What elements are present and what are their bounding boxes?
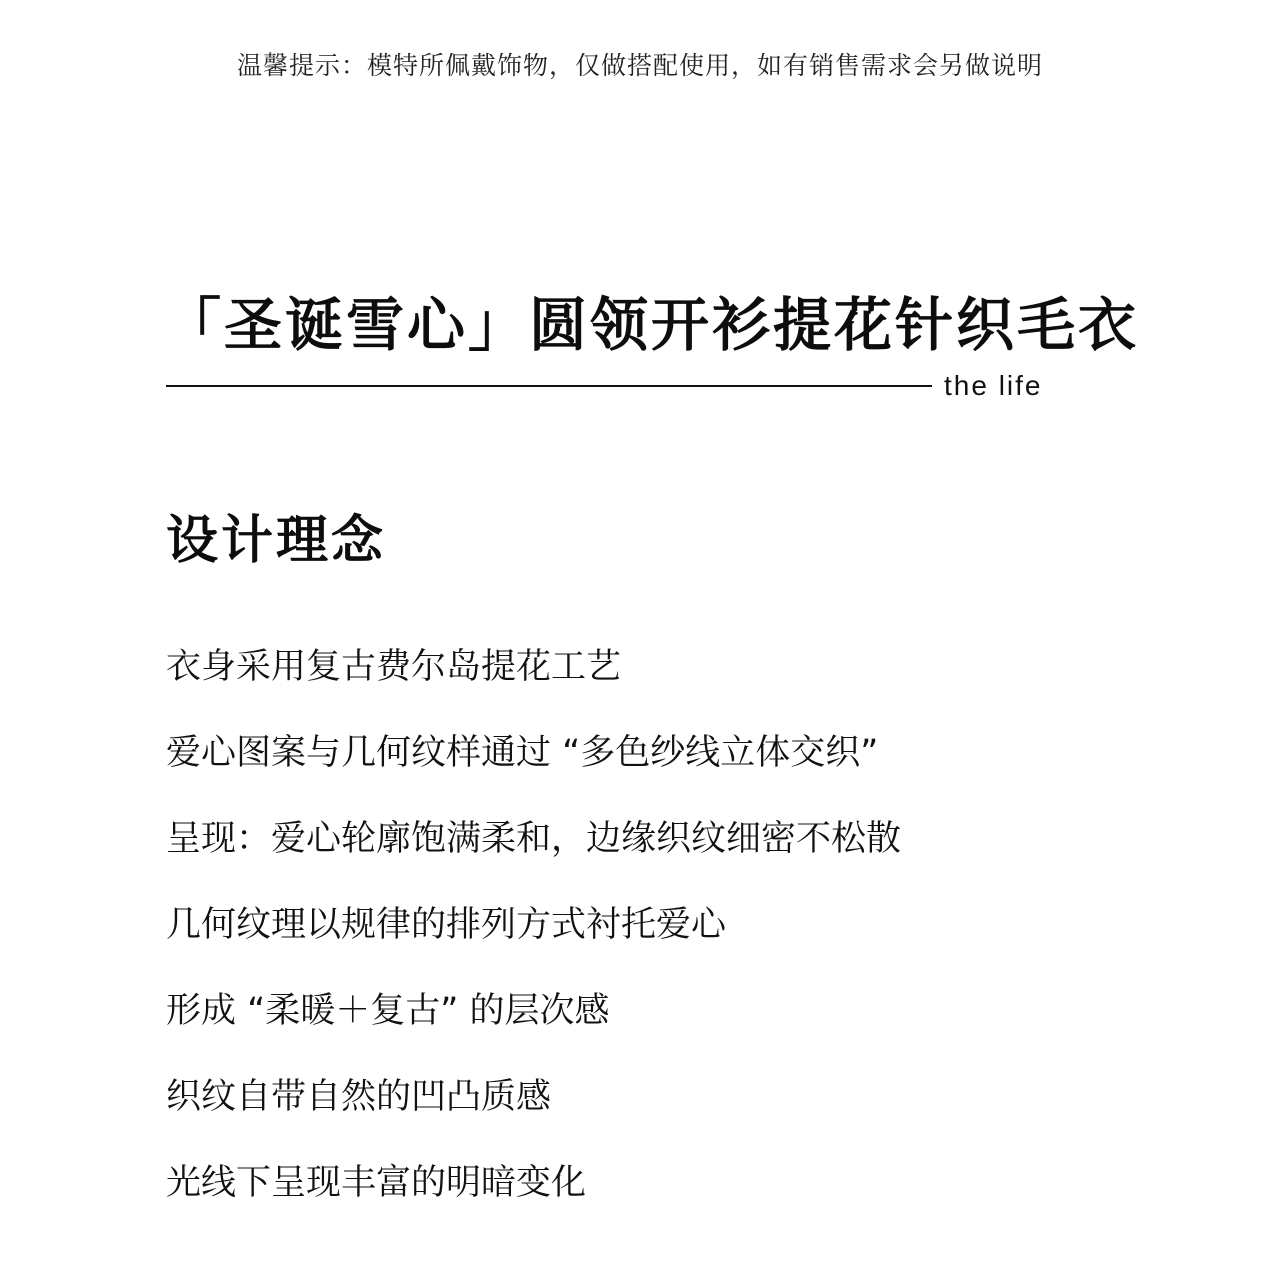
section-heading: 设计理念 bbox=[166, 511, 387, 571]
concept-line: 光线下呈现丰富的明暗变化 bbox=[166, 1163, 587, 1203]
product-title: 「圣诞雪心」圆领开衫提花针织毛衣 bbox=[163, 291, 1140, 359]
title-divider bbox=[166, 385, 932, 387]
concept-line: 几何纹理以规律的排列方式衬托爱心 bbox=[166, 905, 727, 945]
concept-line: 织纹自带自然的凹凸质感 bbox=[166, 1077, 552, 1117]
design-concept-list bbox=[166, 624, 901, 1226]
concept-line: 呈现：爱心轮廓饱满柔和，边缘织纹细密不松散 bbox=[166, 819, 902, 859]
concept-line: 形成 “柔暖＋复古” 的层次感 bbox=[166, 991, 610, 1031]
notice-banner: 温馨提示：模特所佩戴饰物，仅做搭配使用，如有销售需求会另做说明 bbox=[236, 51, 1043, 80]
concept-line: 爱心图案与几何纹样通过 “多色纱线立体交织” bbox=[166, 733, 879, 773]
concept-line: 衣身采用复古费尔岛提花工艺 bbox=[166, 647, 622, 687]
tagline: the life bbox=[944, 370, 1043, 401]
